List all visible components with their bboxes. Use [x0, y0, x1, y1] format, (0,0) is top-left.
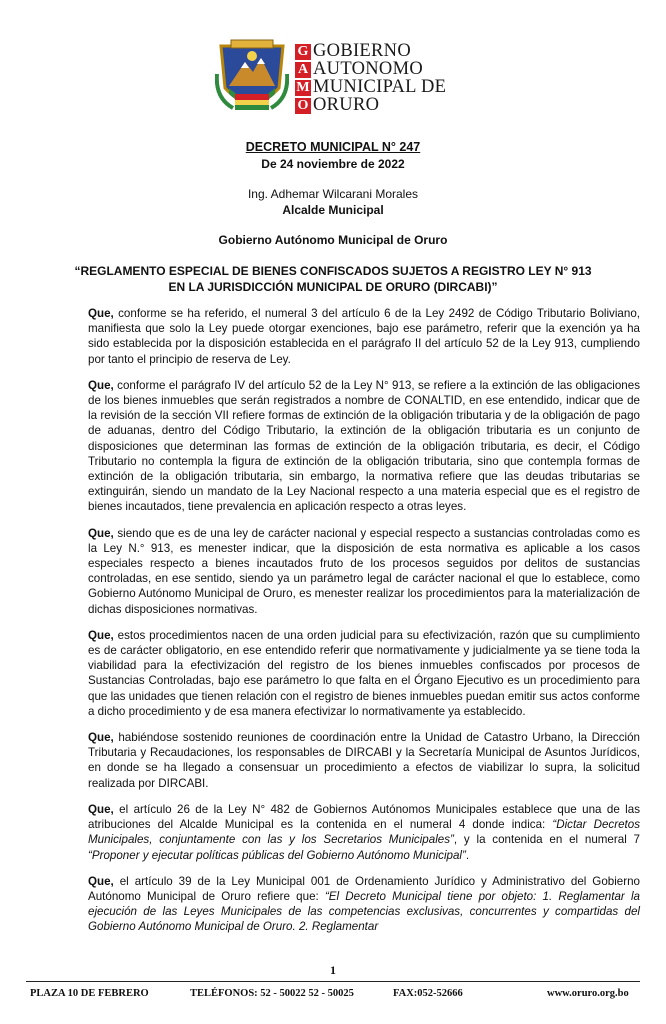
considerando-paragraph: [88, 874, 640, 935]
footer-divider: [26, 981, 640, 982]
page-number: 1: [330, 963, 336, 977]
considerando-paragraph: [88, 730, 640, 791]
considerando-paragraph: [88, 802, 640, 863]
paragraph-text: estos procedimientos nacen de una orden judicial para su efectivización, razón que su cumplimiento es de carácter obligatorio, en ese entendido referir que normativamente y judicialmente ya se tiene toda la viabilidad para la efectivización del registro de los bienes inmuebles confiscados por procesos de Sustancias Controladas, bajo ese parámetro lo que falta en el Órgano Ejecutivo es un procedimiento para que las unidades que tienen relación con el registro de bienes inmuebles puedan emitir sus actos conforme a dicho procedimiento y de esa manera efectivizar lo normativamente ya establecido.: [88, 628, 640, 718]
signatory-name: Ing. Adhemar Wilcarani Morales: [247, 187, 419, 201]
considerando-paragraph: [88, 628, 640, 719]
paragraph-text: conforme se ha referido, el numeral 3 del artículo 6 de la Ley 2492 de Código Tributario Boliviano, manifiesta que solo la Ley puede otorgar exenciones, bajo ese parámetro, referir que la exención ya ha sido establecida por la disposición establecida en el parágrafo II del artículo 52 de la Ley 913, cumpliendo por tanto el principio de reserva de Ley.: [88, 307, 640, 366]
paragraph-lead: Que,: [88, 628, 114, 642]
paragraph-lead: Que,: [88, 874, 114, 888]
coat-of-arms-icon: [215, 38, 289, 116]
paragraph-text: el artículo 39 de la Ley Municipal 001 de Ordenamiento Jurídico y Administrativo del Gobierno Autónomo Municipal de Oruro refiere que:: [88, 874, 640, 903]
institution-wordmark: [313, 42, 446, 114]
paragraph-lead: Que,: [88, 378, 114, 392]
signatory-role: Alcalde Municipal: [282, 203, 384, 217]
decree-title-text: DECRETO MUNICIPAL N° 247: [245, 140, 421, 154]
paragraph-text: siendo que es de una ley de carácter nacional y especial respecto a sustancias controladas como es la Ley N.° 913, es menester indicar, que la disposición de esta normativa es aplicable a los casos especiales respecto a bienes incautados fruto de los procesos seguidos por delitos de sustancias controladas, en ese sentido, siendo ya un parámetro legal de carácter nacional el que lo establece, como Gobierno Autónomo Municipal de Oruro, es menester realizar los procedimientos para la materialización de dichas disposiciones normativas.: [88, 526, 640, 616]
footer-phones: TELÉFONOS: 52 - 50022 52 - 50025: [190, 988, 354, 999]
government-name: Gobierno Autónomo Municipal de Oruro: [218, 233, 448, 247]
decree-body: [88, 306, 640, 946]
decree-title: [0, 140, 666, 154]
paragraph-lead: Que,: [88, 731, 114, 745]
decree-date: De 24 noviembre de 2022: [261, 157, 405, 171]
considerando-paragraph: [88, 378, 640, 515]
regulation-title-line: EN LA JURISDICCIÓN MUNICIPAL DE ORURO (DIRCABI)”: [168, 280, 498, 294]
considerando-paragraph: [88, 306, 640, 367]
wordmark-line: ORURO: [313, 95, 380, 115]
footer-address: PLAZA 10 DE FEBRERO: [30, 988, 149, 999]
footer-website: www.oruro.org.bo: [547, 988, 629, 999]
gamo-acronym: [295, 44, 311, 116]
paragraph-lead: Que,: [88, 802, 114, 816]
paragraph-lead: Que,: [88, 307, 114, 320]
wordmark-line: GOBIERNO: [313, 41, 411, 61]
paragraph-text: conforme el parágrafo IV del artículo 52 de la Ley N° 913, se refiere a la extinción de las obligaciones de los bienes inmuebles que serán registrados a nombre de CONALTID, en ese entendido, indicar que de la revisión de la sección VII refiere formas de extinción de la obligación tributaria y de la obligación de pago de aduanas, dentro del Código Tributario, la extinción de la obligación tributaria es un conjunto de disposiciones que determinan las formas de extinción de la obligación tributaria, es decir, el Código Tributario no contempla la figura de extinción de la obligación tributaria, sino que contempla formas de extinción de la obligación tributaria, sin embargo, la normativa refiere que las deudas tributarias se extinguirán, siendo un mandato de la Ley Nacional respecto a una materia especial que es el registro de bienes incautados, tiene prevalencia en aplicación respecto a otras leyes.: [88, 378, 640, 514]
acronym-letter: M: [296, 80, 310, 95]
paragraph-text: .: [465, 848, 470, 862]
regulation-title-line: “REGLAMENTO ESPECIAL DE BIENES CONFISCADOS SUJETOS A REGISTRO LEY N° 913: [74, 264, 592, 278]
acronym-letter: O: [295, 98, 311, 114]
wordmark-line: AUTONOMO: [313, 59, 423, 79]
considerando-paragraph: [88, 526, 640, 617]
paragraph-lead: Que,: [88, 526, 114, 540]
municipal-header: [215, 38, 455, 120]
acronym-letter: A: [295, 62, 311, 78]
paragraph-text: habiéndose sostenido reuniones de coordinación entre la Unidad de Catastro Urbano, la Dirección Tributaria y Recaudaciones, los responsables de DIRCABI y la Secretaría Municipal de Asuntos Jurídicos, en donde se ha llegado a consensuar un procedimiento a efectos de viabilizar lo supra, la solicitud realizada por DIRCABI.: [88, 731, 640, 790]
paragraph-quote: “El Decreto Municipal tiene por objeto: 1. Reglamentar la ejecución de las Leyes Municipales de las competencias exclusivas, concurrentes y compartidas del Gobierno Autónomo Municipal de Oruro. 2. Reglamentar: [88, 889, 640, 934]
paragraph-quote: “Proponer y ejecutar políticas públicas del Gobierno Autónomo Municipal”: [88, 848, 466, 862]
footer-fax: FAX:052-52666: [393, 988, 463, 999]
wordmark-line: MUNICIPAL DE: [313, 77, 447, 97]
acronym-letter: G: [295, 44, 311, 60]
paragraph-text: el artículo 26 de la Ley N° 482 de Gobiernos Autónomos Municipales establece que una de las atribuciones del Alcalde Municipal es la contenida en el numeral 4 donde indica:: [88, 802, 640, 832]
paragraph-quote: “Dictar Decretos Municipales, conjuntamente con las y los Secretarios Municipales”: [88, 818, 640, 847]
regulation-title: [0, 263, 666, 295]
paragraph-text: , y la contenida en el numeral 7: [453, 833, 641, 847]
